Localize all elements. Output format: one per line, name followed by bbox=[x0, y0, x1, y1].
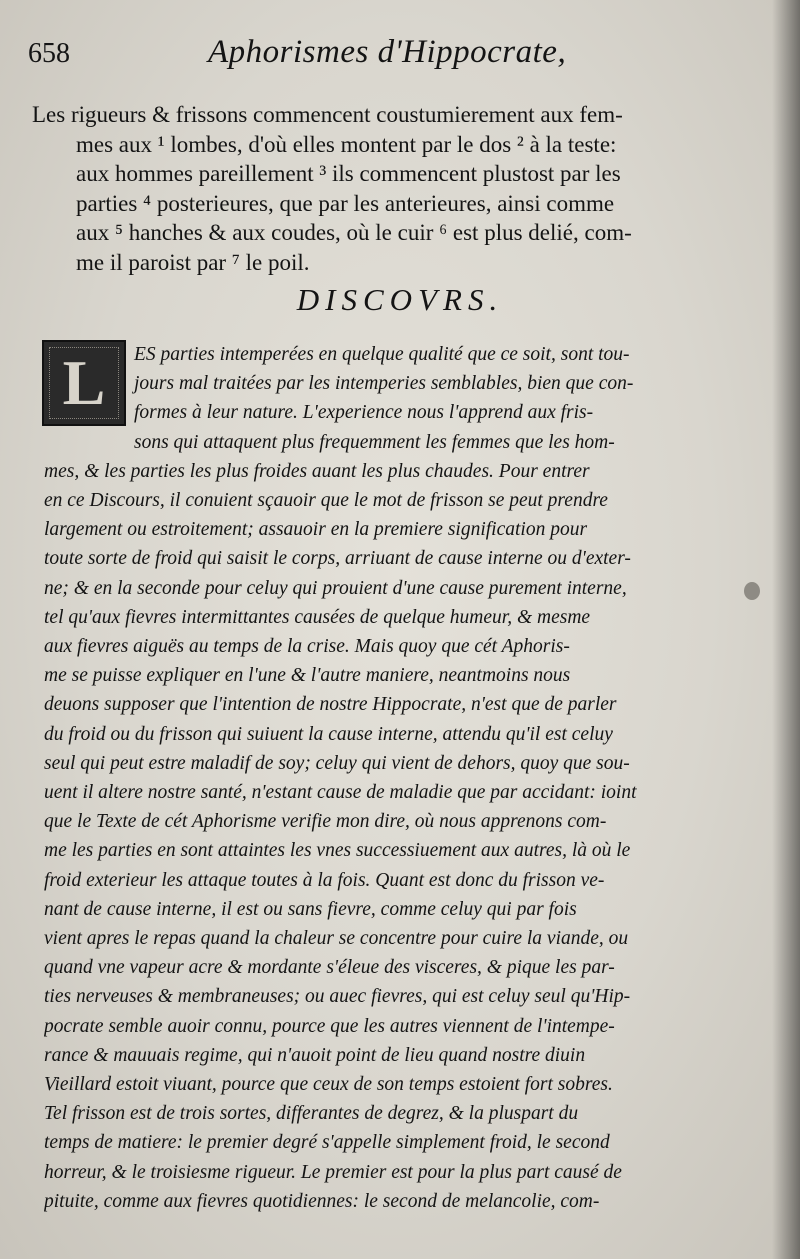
commentary-line: me les parties en sont attaintes les vnes successiuement aux autres, là où le bbox=[44, 840, 631, 862]
page-header bbox=[28, 34, 748, 86]
decorated-initial bbox=[42, 340, 126, 426]
commentary-line: deuons supposer que l'intention de nostre Hippocrate, n'est que de parler bbox=[44, 694, 617, 716]
commentary-line: jours mal traitées par les intemperies semblables, bien que con- bbox=[134, 373, 634, 395]
commentary-line: largement ou estroitement; assauoir en la premiere signification pour bbox=[44, 519, 588, 541]
commentary-line: ES parties intemperées en quelque qualité que ce soit, sont tou- bbox=[134, 344, 630, 365]
commentary-line: en ce Discours, il conuient sçauoir que le mot de frisson se peut prendre bbox=[44, 490, 608, 512]
commentary-line: Vieillard estoit viuant, pource que ceux de son temps estoient fort sobres. bbox=[44, 1074, 613, 1096]
commentary-line: rance & mauuais regime, qui n'auoit point de lieu quand nostre diuin bbox=[44, 1044, 586, 1066]
commentary-line: temps de matiere: le premier degré s'appelle simplement froid, le second bbox=[44, 1132, 610, 1154]
commentary-line: uent il altere nostre santé, n'estant cause de maladie que par accidant: ioint bbox=[44, 782, 637, 804]
commentary-line: formes à leur nature. L'experience nous l'apprend aux fris- bbox=[134, 402, 594, 424]
section-heading: DISCOVRS. bbox=[296, 282, 504, 317]
commentary-line: pituite, comme aux fievres quotidiennes: le second de melancolie, com- bbox=[44, 1190, 600, 1212]
commentary-line: sons qui attaquent plus frequemment les femmes que les hom- bbox=[134, 431, 615, 453]
page-number: 658 bbox=[28, 38, 70, 69]
commentary-line: vient apres le repas quand la chaleur se concentre pour cuire la viande, ou bbox=[44, 928, 629, 950]
commentary-line: ties nerveuses & membraneuses; ou auec fievres, qui est celuy seul qu'Hip- bbox=[44, 986, 631, 1008]
commentary-line: toute sorte de froid qui saisit le corps, arriuant de cause interne ou d'exter- bbox=[44, 548, 631, 570]
aphorism-line: aux hommes pareillement ³ ils commencent plustost par les bbox=[76, 161, 621, 186]
aphorism-text bbox=[32, 100, 708, 277]
commentary-text bbox=[44, 340, 712, 1216]
commentary-line: ne; & en la seconde pour celuy qui prouient d'une cause purement interne, bbox=[44, 577, 627, 599]
page-edge-shadow bbox=[772, 0, 800, 1259]
commentary-line: Tel frisson est de trois sortes, differantes de degrez, & la pluspart du bbox=[44, 1103, 579, 1125]
commentary-line: quand vne vapeur acre & mordante s'éleue des visceres, & pique les par- bbox=[44, 957, 615, 979]
aphorism-line: me il paroist par ⁷ le poil. bbox=[76, 249, 310, 275]
running-title: Aphorismes d'Hippocrate, bbox=[208, 34, 567, 70]
commentary-line: horreur, & le troisiesme rigueur. Le premier est pour la plus part causé de bbox=[44, 1161, 622, 1183]
commentary-line: que le Texte de cét Aphorisme verifie mon dire, où nous apprenons com- bbox=[44, 811, 607, 833]
commentary-line: aux fievres aiguës au temps de la crise. Mais quoy que cét Aphoris- bbox=[44, 636, 570, 658]
aphorism-line: Les rigueurs & frissons commencent coustumierement aux fem- bbox=[32, 102, 623, 127]
commentary-line: tel qu'aux fievres intermittantes causées de quelque humeur, & mesme bbox=[44, 606, 591, 628]
ink-stain bbox=[744, 582, 760, 600]
commentary-line: nant de cause interne, il est ou sans fievre, comme celuy qui par fois bbox=[44, 898, 577, 920]
commentary-line: pocrate semble auoir connu, pource que les autres viennent de l'intempe- bbox=[44, 1015, 615, 1037]
commentary-line: me se puisse expliquer en l'une & l'autre maniere, neantmoins nous bbox=[44, 665, 571, 687]
aphorism-line: mes aux ¹ lombes, d'où elles montent par le dos ² à la teste: bbox=[76, 131, 617, 157]
aphorism-line: parties ⁴ posterieures, que par les anterieures, ainsi comme bbox=[76, 190, 615, 216]
aphorism-line: aux ⁵ hanches & aux coudes, où le cuir ⁶ est plus delié, com- bbox=[76, 220, 632, 245]
commentary-line: mes, & les parties les plus froides auant les plus chaudes. Pour entrer bbox=[44, 460, 590, 482]
commentary-line: du froid ou du frisson qui suiuent la cause interne, attendu qu'il est celuy bbox=[44, 723, 613, 745]
commentary-line: froid exterieur les attaque toutes à la fois. Quant est donc du frisson ve- bbox=[44, 869, 605, 891]
decorated-initial-letter: L bbox=[62, 347, 106, 418]
commentary-line: seul qui peut estre maladif de soy; celuy qui vient de dehors, quoy que sou- bbox=[44, 752, 630, 774]
